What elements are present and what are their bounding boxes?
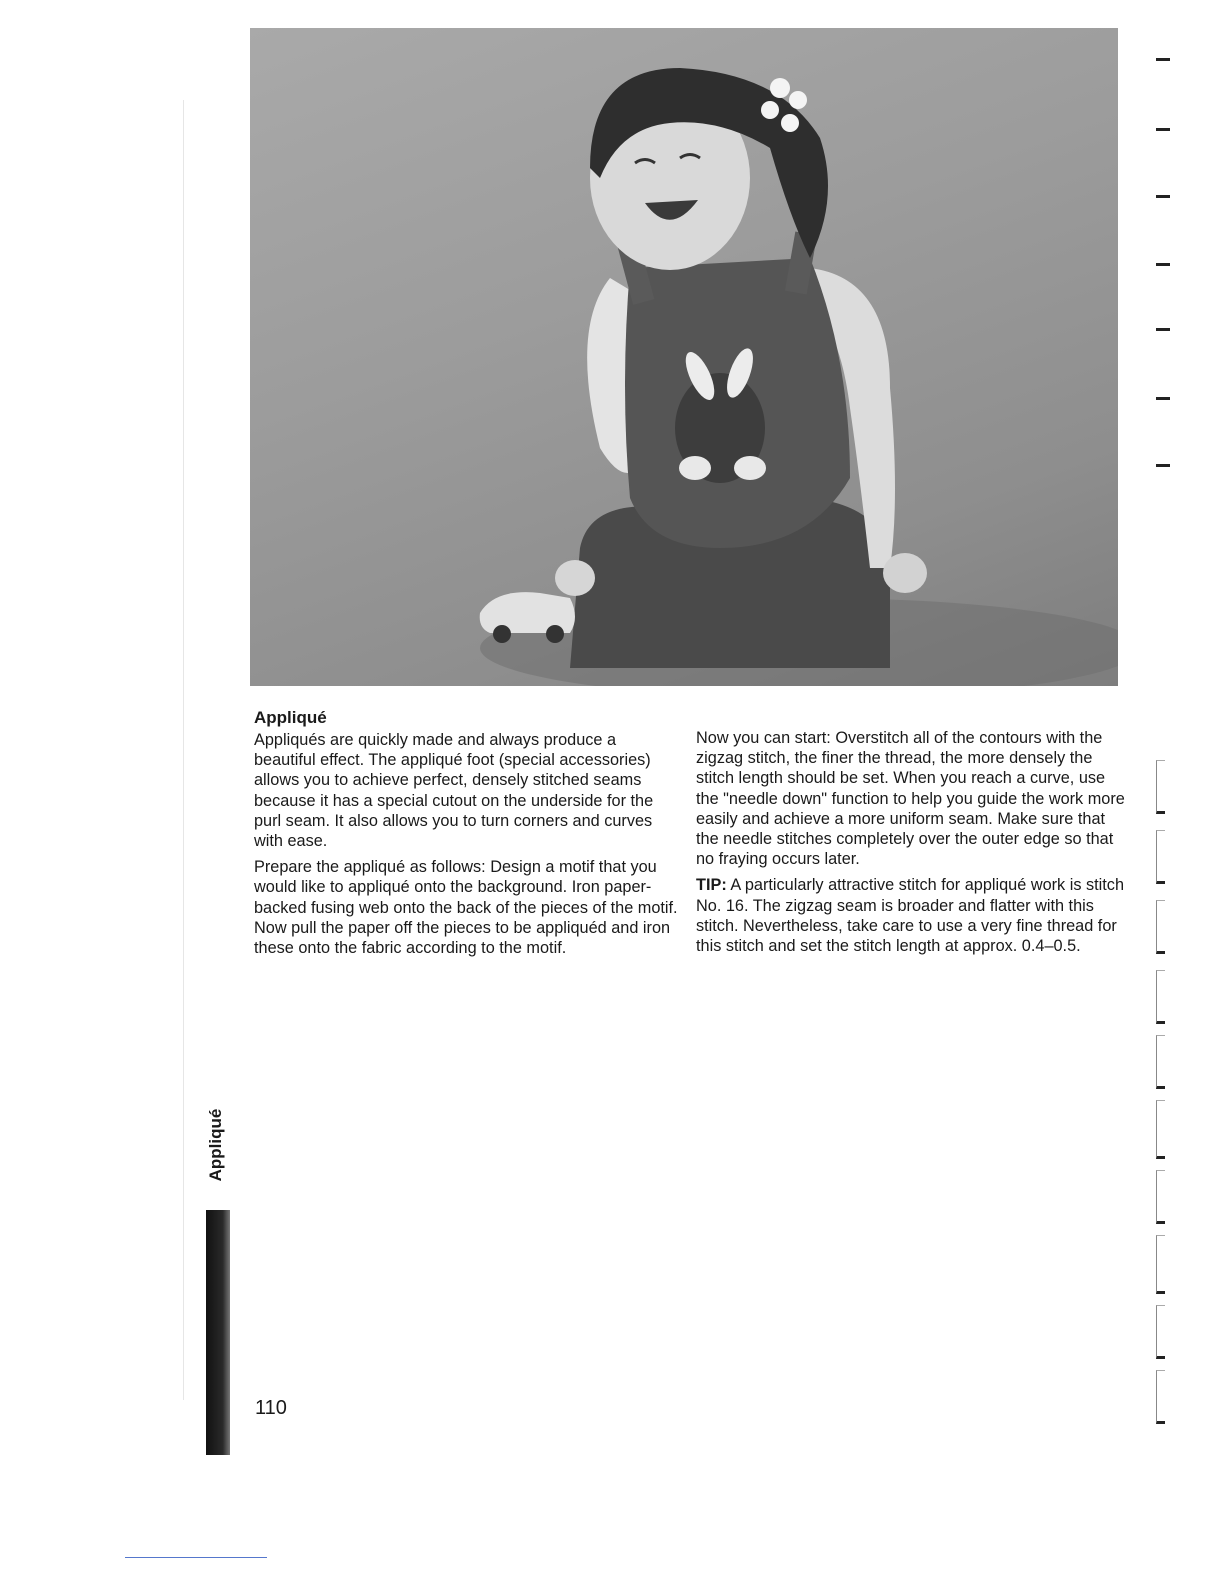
edge-bracket	[1156, 1305, 1165, 1359]
chapter-side-tab-label: Appliqué	[206, 1108, 225, 1182]
page-fold-line	[183, 100, 184, 1400]
edge-mark	[1156, 328, 1170, 331]
edge-bracket	[1156, 830, 1165, 884]
edge-bracket	[1156, 1100, 1165, 1159]
chapter-side-bar	[206, 1210, 230, 1455]
section-heading: Appliqué	[254, 708, 327, 727]
bottom-rule	[125, 1557, 267, 1558]
edge-mark	[1156, 195, 1170, 198]
edge-bracket	[1156, 1035, 1165, 1089]
tip-label: TIP:	[696, 876, 727, 895]
edge-mark	[1156, 263, 1170, 266]
edge-bracket	[1156, 760, 1165, 814]
tip-text: A particularly attractive stitch for appliqué work is stitch No. 16. The zigzag seam is broader and flatter with this stitch. Nevertheless, take care to use a very fine thread for this stitch and set the stitch length at approx. 0.4–0.5.	[696, 876, 1124, 956]
edge-bracket	[1156, 1235, 1165, 1294]
edge-bracket	[1156, 1170, 1165, 1224]
edge-bracket	[1156, 900, 1165, 954]
preparation-paragraph: Prepare the appliqué as follows: Design a motif that you would like to appliqué onto the background. Iron paper-backed fusing web onto the back of the pieces of the motif. Now pull the paper off the pieces to be appliquéd and iron these onto the fabric according to the motif.	[254, 858, 678, 958]
page-number: 110	[255, 1397, 287, 1419]
chapter-side-tab	[203, 1100, 229, 1190]
edge-mark	[1156, 464, 1170, 467]
edge-mark	[1156, 128, 1170, 131]
left-column	[254, 730, 679, 964]
edge-bracket	[1156, 1370, 1165, 1424]
right-column	[696, 728, 1128, 962]
edge-mark	[1156, 397, 1170, 400]
edge-mark	[1156, 58, 1170, 61]
instructions-paragraph: Now you can start: Overstitch all of the contours with the zigzag stitch, the finer the thread, the more densely the stitch length should be set. When you reach a curve, use the "needle down" function to help you guide the work more easily and achieve a more uniform seam. Make sure that the needle stitches completely over the outer edge so that no fraying occurs later.	[696, 729, 1125, 869]
page-edge-marks	[1148, 20, 1178, 1420]
child-photo	[250, 28, 1118, 686]
edge-bracket	[1156, 970, 1165, 1024]
intro-paragraph: Appliqués are quickly made and always produce a beautiful effect. The appliqué foot (special accessories) allows you to achieve perfect, densely stitched seams because it has a special cutout on the underside for the purl seam. It also allows you to turn corners and curves with ease.	[254, 731, 654, 851]
tip-paragraph	[696, 875, 1128, 956]
